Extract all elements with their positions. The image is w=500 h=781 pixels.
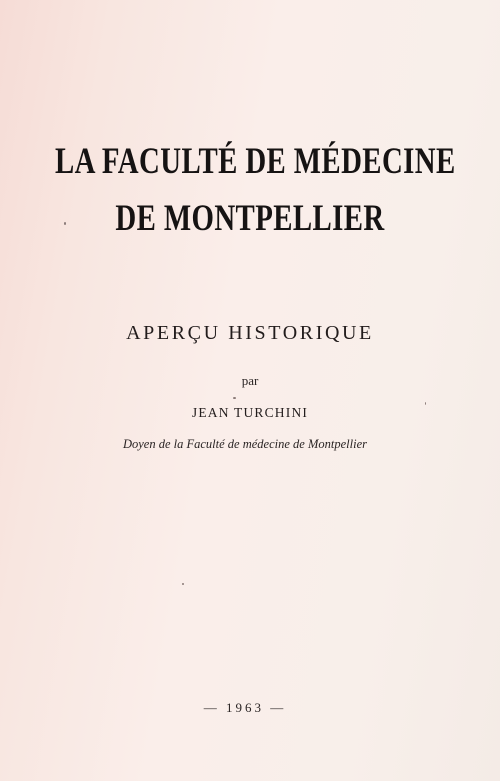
- paper-speck: [64, 222, 66, 225]
- paper-speck: [425, 402, 426, 405]
- author-name: JEAN TURCHINI: [191, 405, 309, 420]
- paper-speck: [233, 397, 236, 399]
- subtitle: APERÇU HISTORIQUE: [126, 322, 374, 344]
- title-line-2: DE MONTPELLIER: [115, 198, 385, 239]
- by-label: par: [241, 373, 259, 388]
- paper-speck: [182, 583, 184, 585]
- publication-year: — 1963 —: [203, 700, 287, 715]
- title-line-1: LA FACULTÉ DE MÉDECINE: [55, 141, 456, 182]
- author-role: Doyen de la Faculté de médecine de Montpellier: [122, 437, 367, 451]
